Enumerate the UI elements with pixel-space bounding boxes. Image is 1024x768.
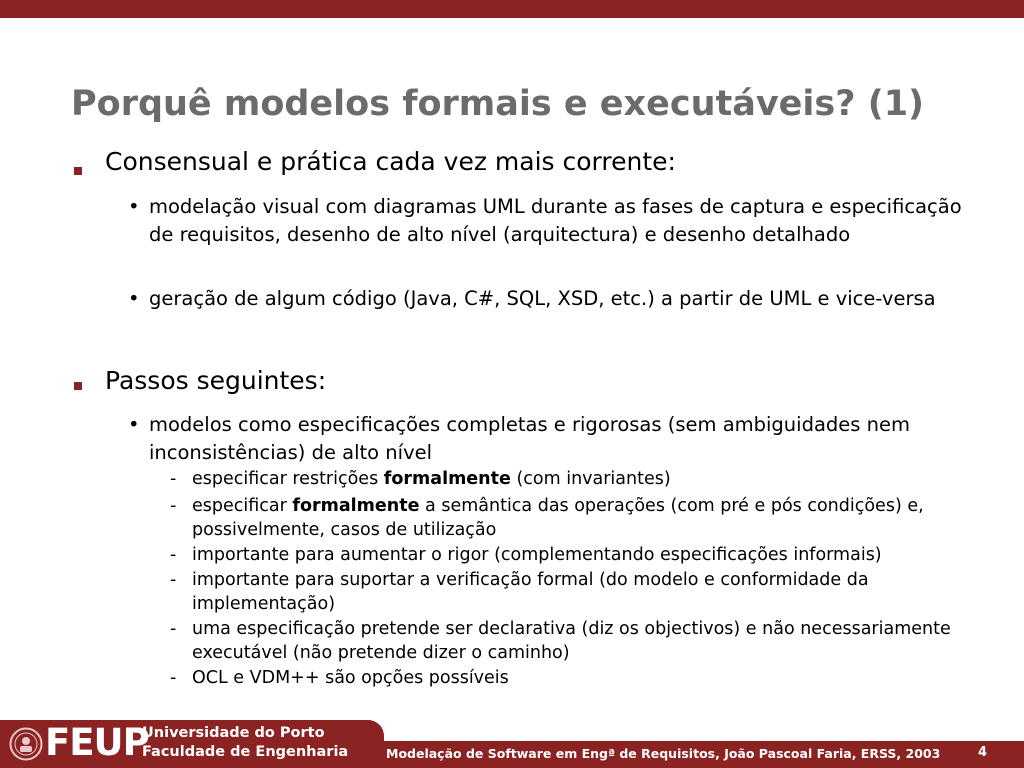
square-bullet-icon — [74, 167, 82, 175]
bullet-dot-icon: • — [128, 287, 140, 310]
slide-title: Porquê modelos formais e executáveis? (1) — [71, 84, 925, 124]
sub-list-item: OCL e VDM++ são opções possíveis — [192, 668, 509, 688]
footer-course-text: Modelação de Software em Engª de Requisitos, João Pascoal Faria, ERSS, 2003 — [386, 746, 941, 761]
sub-item-text: especificar restrições — [192, 469, 384, 489]
dash-bullet-icon: - — [170, 570, 177, 590]
emphasis-text: formalmente — [383, 469, 511, 489]
section-heading: Consensual e prática cada vez mais corrente: — [105, 147, 676, 176]
sub-item-text: (com invariantes) — [510, 469, 671, 489]
faculty-name: Faculdade de Engenharia — [142, 744, 349, 760]
bullet-dot-icon: • — [128, 195, 140, 218]
dash-bullet-icon: - — [170, 619, 177, 639]
feup-logo-text: FEUP — [45, 721, 149, 764]
dash-bullet-icon: - — [170, 469, 177, 489]
square-bullet-icon — [74, 382, 82, 390]
section-heading: Passos seguintes: — [105, 366, 327, 395]
dash-bullet-icon: - — [170, 496, 177, 516]
sub-list-item: uma especificação pretende ser declarativa (diz os objectivos) e não necessariamente executável (não pretende dizer o caminho) — [192, 619, 951, 663]
emphasis-text: formalmente — [292, 496, 420, 516]
list-item: modelação visual com diagramas UML durante as fases de captura e especificação de requisitos, desenho de alto nível (arquitectura) e desenho detalhado — [149, 195, 962, 246]
bullet-dot-icon: • — [128, 413, 140, 436]
dash-bullet-icon: - — [170, 668, 177, 688]
sub-list-item: importante para aumentar o rigor (complementando especificações informais) — [192, 545, 882, 565]
list-item: modelos como especificações completas e rigorosas (sem ambiguidades nem inconsistências) de alto nível — [149, 413, 910, 464]
dash-bullet-icon: - — [170, 545, 177, 565]
sub-list-item — [192, 467, 1002, 491]
university-name: Universidade do Porto — [142, 725, 325, 741]
sub-item-text: a semântica das operações (com pré e pós condições) e, possivelmente, casos de utilização — [192, 496, 924, 540]
top-accent-bar — [0, 0, 1024, 18]
sub-list-item — [192, 494, 1002, 542]
sub-list-item: importante para suportar a verificação formal (do modelo e conformidade da implementação) — [192, 570, 869, 614]
page-number: 4 — [978, 745, 988, 760]
list-item: geração de algum código (Java, C#, SQL, XSD, etc.) a partir de UML e vice-versa — [149, 287, 936, 310]
university-seal-icon — [9, 727, 43, 761]
sub-item-text: especificar — [192, 496, 293, 516]
